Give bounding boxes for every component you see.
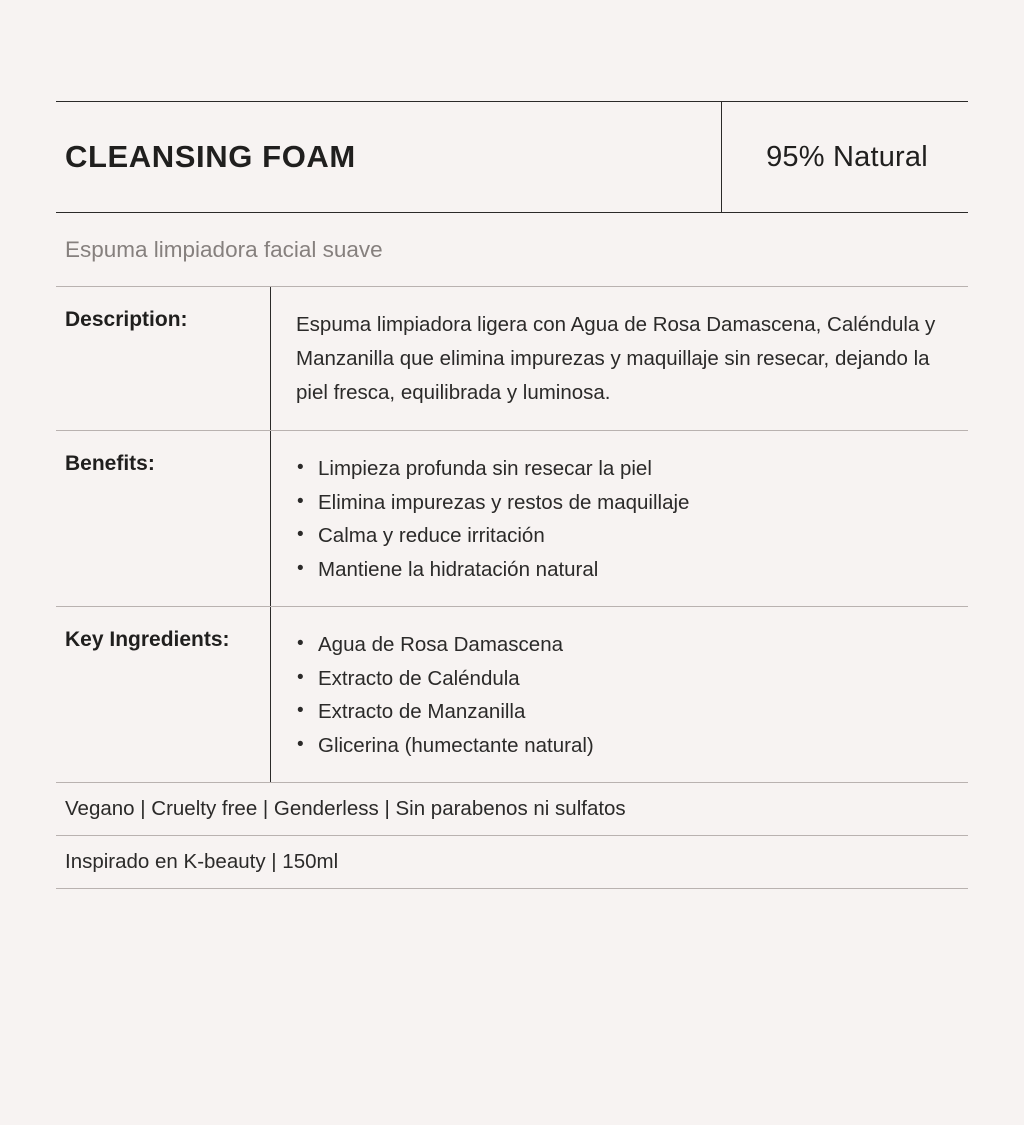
page-title: CLEANSING FOAM <box>65 139 356 174</box>
footer-claims: Vegano | Cruelty free | Genderless | Sin parabenos ni sulfatos <box>65 797 626 820</box>
header <box>56 101 968 213</box>
spec-row-key-ingredients <box>56 607 968 782</box>
benefits-list <box>296 452 962 586</box>
spec-row-benefits <box>56 431 968 607</box>
list-item: • Mantiene la hidratación natural <box>296 553 962 587</box>
footer-inspiration: Inspirado en K-beauty | 150ml <box>65 850 339 873</box>
list-item: • Glicerina (humectante natural) <box>296 729 962 763</box>
list-item: • Limpieza profunda sin resecar la piel <box>296 452 962 486</box>
spec-row-description <box>56 287 968 431</box>
footer-claims-row <box>56 782 968 836</box>
ingredients-list <box>296 628 962 762</box>
spec-label-key-ingredients: Key Ingredients: <box>65 628 230 651</box>
spec-label-cell-benefits <box>56 431 271 606</box>
spec-value-cell-key-ingredients <box>271 607 968 782</box>
footer-inspiration-row <box>56 836 968 889</box>
list-item: • Elimina impurezas y restos de maquillaje <box>296 486 962 520</box>
product-spec-sheet <box>0 101 1024 1125</box>
spec-label-benefits: Benefits: <box>65 452 155 475</box>
description-text: Espuma limpiadora ligera con Agua de Rosa Damascena, Caléndula y Manzanilla que elimina impurezas y maquillaje sin resecar, dejando la piel fresca, equilibrada y luminosa. <box>296 313 936 404</box>
list-item: • Extracto de Manzanilla <box>296 695 962 729</box>
spec-label-cell-description <box>56 287 271 430</box>
spec-value-cell-description <box>271 287 968 430</box>
product-subtitle: Espuma limpiadora facial suave <box>65 236 383 262</box>
list-item: • Calma y reduce irritación <box>296 519 962 553</box>
natural-percentage-badge <box>722 102 968 212</box>
spec-label-description: Description: <box>65 308 188 331</box>
header-title-cell <box>56 102 722 212</box>
spec-value-cell-benefits <box>271 431 968 606</box>
spec-label-cell-key-ingredients <box>56 607 271 782</box>
subtitle-row <box>56 213 968 287</box>
badge-label: 95% Natural <box>766 140 928 173</box>
list-item: • Extracto de Caléndula <box>296 662 962 696</box>
list-item: • Agua de Rosa Damascena <box>296 628 962 662</box>
